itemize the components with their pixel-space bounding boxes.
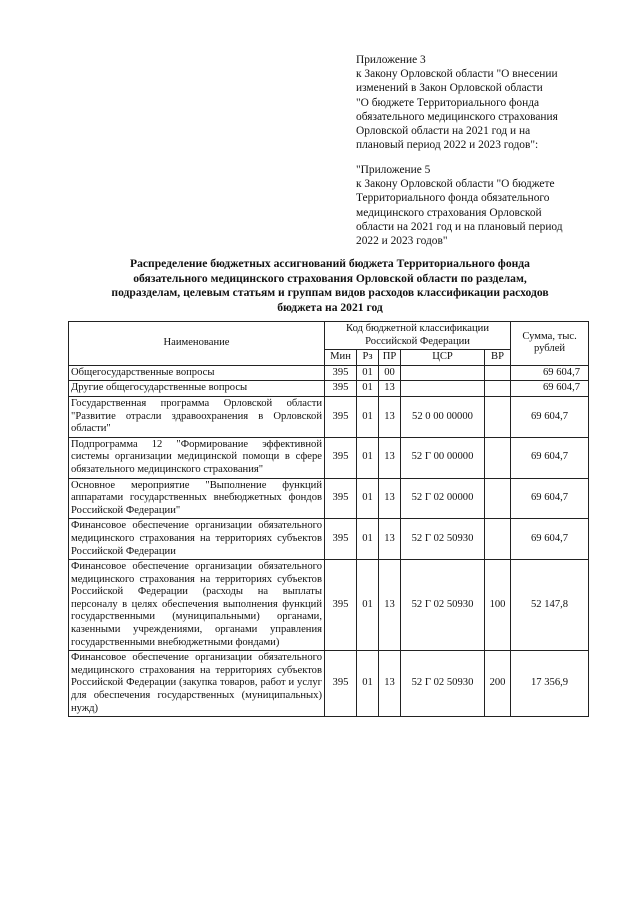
cell-pr: 13 xyxy=(379,560,401,651)
header-code-group: Код бюджетной классификации Российской Федерации xyxy=(325,322,511,350)
title-line: Распределение бюджетных ассигнований бюджета Территориального фонда xyxy=(130,257,530,270)
appendix-5-line: 2022 и 2023 годов" xyxy=(356,235,448,248)
cell-pr: 13 xyxy=(379,396,401,437)
cell-sum: 17 356,9 xyxy=(511,651,589,717)
cell-csr: 52 Г 02 50930 xyxy=(401,560,485,651)
cell-csr: 52 Г 00 00000 xyxy=(401,437,485,478)
cell-vr xyxy=(485,365,511,381)
cell-vr xyxy=(485,381,511,397)
cell-csr: 52 0 00 00000 xyxy=(401,396,485,437)
cell-min: 395 xyxy=(325,478,357,519)
appendix-3-line: изменений в Закон Орловской области xyxy=(356,82,543,95)
cell-sum: 52 147,8 xyxy=(511,560,589,651)
cell-pr: 13 xyxy=(379,651,401,717)
appendix-5-line: к Закону Орловской области "О бюджете xyxy=(356,178,555,191)
cell-min: 395 xyxy=(325,381,357,397)
cell-rz: 01 xyxy=(357,519,379,560)
cell-pr: 13 xyxy=(379,381,401,397)
title-line: подразделам, целевым статьям и группам видов расходов классификации расходов xyxy=(111,286,549,300)
cell-sum: 69 604,7 xyxy=(511,437,589,478)
header-pr: ПР xyxy=(379,350,401,366)
title-line: бюджета на 2021 год xyxy=(277,300,383,314)
cell-vr xyxy=(485,396,511,437)
cell-csr: 52 Г 02 50930 xyxy=(401,651,485,717)
cell-csr: 52 Г 02 00000 xyxy=(401,478,485,519)
cell-name: Общегосударственные вопросы xyxy=(69,365,325,381)
cell-csr xyxy=(401,365,485,381)
cell-vr xyxy=(485,478,511,519)
cell-name: Государственная программа Орловской области "Развитие отрасли здравоохранения в Орловской области" xyxy=(69,396,325,437)
cell-name: Подпрограмма 12 "Формирование эффективной системы организации медицинской помощи в сфере обязательного медицинского страхования" xyxy=(69,437,325,478)
cell-pr: 00 xyxy=(379,365,401,381)
budget-table xyxy=(68,321,589,717)
cell-rz: 01 xyxy=(357,651,379,717)
cell-name: Финансовое обеспечение организации обязательного медицинского страхования на территориях субъектов Российской Федерации (расходы на выплаты персоналу в целях обеспечения выполнения функций государственными (муниципальными) органами, казенными учреждениями, органами управления государственными внебюджетными фондами) xyxy=(69,560,325,651)
table-row xyxy=(69,478,589,519)
cell-pr: 13 xyxy=(379,478,401,519)
header-min: Мин xyxy=(325,350,357,366)
cell-csr: 52 Г 02 50930 xyxy=(401,519,485,560)
appendix-5-line: медицинского страхования Орловской xyxy=(356,206,542,219)
table-row xyxy=(69,560,589,651)
header-rz: Рз xyxy=(357,350,379,366)
table-row xyxy=(69,651,589,717)
cell-sum: 69 604,7 xyxy=(511,396,589,437)
header-sum: Сумма, тыс. рублей xyxy=(511,322,589,366)
appendix-3-line: "О бюджете Территориального фонда xyxy=(356,96,540,109)
table-row xyxy=(69,519,589,560)
table-row xyxy=(69,365,589,381)
header-csr: ЦСР xyxy=(401,350,485,366)
appendix-3-block xyxy=(356,53,590,152)
table-row xyxy=(69,437,589,478)
table-header-row xyxy=(69,322,589,350)
cell-rz: 01 xyxy=(357,396,379,437)
appendix-5-line: области на 2021 год и на плановый период xyxy=(356,220,563,233)
header-name: Наименование xyxy=(69,322,325,366)
cell-min: 395 xyxy=(325,437,357,478)
cell-vr: 100 xyxy=(485,560,511,651)
cell-sum: 69 604,7 xyxy=(511,519,589,560)
cell-pr: 13 xyxy=(379,519,401,560)
cell-rz: 01 xyxy=(357,381,379,397)
table-row xyxy=(69,381,589,397)
header-vr: ВР xyxy=(485,350,511,366)
appendix-5-line: "Приложение 5 xyxy=(356,164,431,176)
cell-sum: 69 604,7 xyxy=(511,478,589,519)
cell-min: 395 xyxy=(325,396,357,437)
cell-name: Финансовое обеспечение организации обязательного медицинского страхования на территориях субъектов Российской Федерации (закупка товаров, работ и услуг для обеспечения государственных (муниципальных) нужд) xyxy=(69,651,325,717)
cell-pr: 13 xyxy=(379,437,401,478)
cell-name: Другие общегосударственные вопросы xyxy=(69,381,325,397)
cell-rz: 01 xyxy=(357,560,379,651)
cell-sum: 69 604,7 xyxy=(511,365,589,381)
table-row xyxy=(69,396,589,437)
cell-sum: 69 604,7 xyxy=(511,381,589,397)
cell-vr xyxy=(485,519,511,560)
cell-min: 395 xyxy=(325,651,357,717)
cell-min: 395 xyxy=(325,560,357,651)
cell-name: Основное мероприятие "Выполнение функций аппаратами государственных внебюджетных фондов Российской Федерации" xyxy=(69,478,325,519)
cell-min: 395 xyxy=(325,365,357,381)
cell-vr xyxy=(485,437,511,478)
appendix-3-line: Приложение 3 xyxy=(356,54,426,66)
appendix-5-block xyxy=(356,163,590,248)
appendix-3-line: плановый период 2022 и 2023 годов": xyxy=(356,139,539,152)
cell-csr xyxy=(401,381,485,397)
cell-rz: 01 xyxy=(357,365,379,381)
document-title xyxy=(70,257,590,315)
cell-rz: 01 xyxy=(357,478,379,519)
appendix-3-line: к Закону Орловской области "О внесении xyxy=(356,68,558,81)
appendix-5-line: Территориального фонда обязательного xyxy=(356,192,550,205)
appendix-3-line: обязательного медицинского страхования xyxy=(356,110,558,123)
cell-name: Финансовое обеспечение организации обязательного медицинского страхования на территориях субъектов Российской Федерации xyxy=(69,519,325,560)
cell-rz: 01 xyxy=(357,437,379,478)
appendix-3-line: Орловской области на 2021 год и на xyxy=(356,125,531,138)
cell-min: 395 xyxy=(325,519,357,560)
cell-vr: 200 xyxy=(485,651,511,717)
title-line: обязательного медицинского страхования Орловской области по разделам, xyxy=(133,271,527,285)
